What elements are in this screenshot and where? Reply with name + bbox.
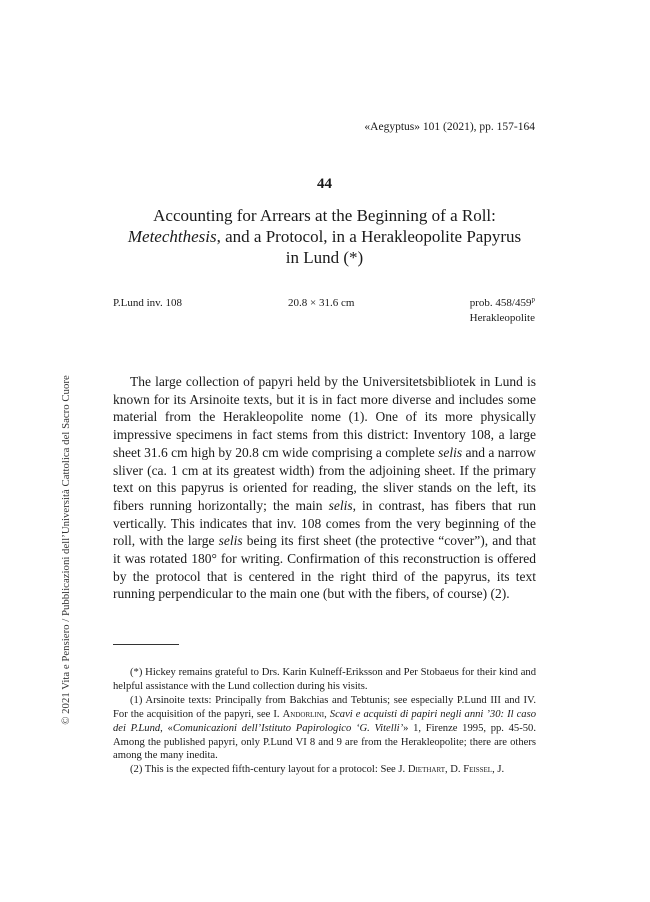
italic-term: selis bbox=[218, 533, 243, 549]
footnote-2 bbox=[113, 763, 536, 777]
footnote-divider bbox=[113, 644, 179, 645]
copyright-sidebar: © 2021 Vita e Pensiero / Pubblicazioni dell’Università Cattolica del Sacro Cuore bbox=[60, 375, 72, 725]
text-run: , bbox=[324, 708, 330, 720]
date-superscript: p bbox=[531, 295, 535, 304]
italic-term: selis bbox=[328, 497, 353, 513]
text-run: , D. bbox=[444, 764, 464, 776]
series-title: Comunicazioni dell’Istituto Papirologico ‘G. Vitelli’ bbox=[172, 722, 404, 734]
date-provenance bbox=[470, 296, 535, 326]
text-run: , « bbox=[160, 722, 173, 734]
date-main: prob. 458/459 bbox=[469, 297, 532, 309]
title-italic-term: Metechthesis bbox=[127, 227, 217, 246]
text-run: The large collection of papyri held by the Universitetsbibliotek in Lund is known for its Arsinoite texts, but it is in fact more diverse and includes some material from the Herakleopolite nome (1). One of its more physically impressive specimens in fact stems from this district: Inventory 108, a large sheet 31.6 cm high by 20.8 cm wide comprising a complete bbox=[113, 374, 536, 460]
author-name: Andorlini bbox=[282, 708, 325, 720]
journal-citation: «Aegyptus» 101 (2021), pp. 157-164 bbox=[364, 121, 535, 133]
author-name: Feissel bbox=[463, 764, 493, 776]
paragraph-1 bbox=[113, 373, 536, 603]
provenance: Herakleopolite bbox=[469, 312, 535, 324]
title-line-1: Accounting for Arrears at the Beginning of a Roll: bbox=[153, 206, 496, 225]
italic-term: selis bbox=[438, 444, 463, 460]
footnotes bbox=[113, 666, 536, 777]
date-line bbox=[470, 296, 535, 311]
text-run: (1) Arsinoite texts: Principally from Bakchias and Tebtunis; see especially P.Lund III and IV. For the acquisition of the papyri, see I. bbox=[113, 694, 536, 720]
footnote-1 bbox=[113, 694, 536, 764]
text-run: (2) This is the expected fifth-century layout for a protocol: See J. bbox=[130, 764, 408, 776]
inventory-number: P.Lund inv. 108 bbox=[113, 297, 182, 309]
text-run: » 1, Firenze 1995, pp. 45-50. Among the published papyri, only P.Lund VI 8 and 9 are from the Herakleopolite; there are others among the many inedita. bbox=[113, 722, 536, 762]
author-name: Diethart bbox=[407, 764, 445, 776]
article-title bbox=[112, 205, 537, 268]
work-title: Scavi e acquisti di papiri negli anni ’30: Il caso dei P.Lund bbox=[113, 708, 537, 734]
title-line-2-rest: , and a Protocol, in a Herakleopolite Papyrus bbox=[216, 227, 522, 246]
text-run: and a narrow sliver (ca. 1 cm at its greatest width) from the adjoining sheet. If the primary text on this papyrus is oriented for reading, the sliver stands on the left, its fibers running horizontally; the main bbox=[113, 444, 536, 513]
title-line-2 bbox=[112, 226, 537, 247]
footnote-star: (*) Hickey remains grateful to Drs. Karin Kulneff-Eriksson and Per Stobaeus for their kind and helpful assistance with the Lund collection during his visits. bbox=[113, 667, 536, 692]
chapter-number: 44 bbox=[317, 176, 332, 192]
body-text bbox=[113, 373, 536, 603]
papyrus-dimensions: 20.8 × 31.6 cm bbox=[288, 297, 355, 309]
text-run: , J. bbox=[492, 764, 505, 776]
text-run: being its first sheet (the protective “cover”), and that it was rotated 180° for writing. Confirmation of this reconstruction is offered by the protocol that is centered in the right third of the papyrus, its text running perpendicular to the main one (but with the fibers, of course) (2). bbox=[113, 533, 536, 602]
title-line-3: in Lund (*) bbox=[285, 248, 364, 267]
text-run: , in contrast, has fibers that run vertically. This indicates that inv. 108 comes from the very beginning of the roll, with the large bbox=[113, 497, 536, 549]
